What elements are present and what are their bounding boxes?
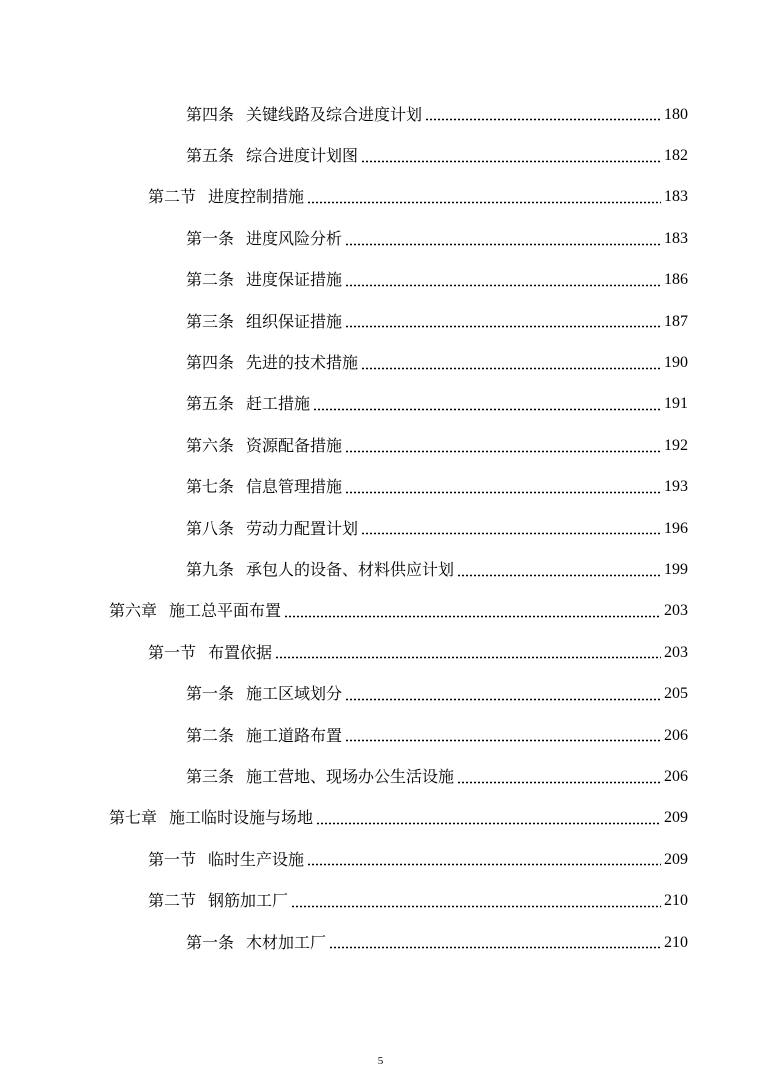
toc-entry-title: 信息管理措施 [246, 477, 343, 497]
toc-entry[interactable] [0, 880, 761, 921]
toc-entry-number: 第一节 [148, 642, 197, 662]
toc-entry-number: 第四条 [186, 353, 235, 373]
toc-entry-number: 第二节 [148, 187, 197, 207]
toc-entry-title: 施工总平面布置 [169, 601, 282, 621]
toc-entry-title: 组织保证措施 [246, 311, 343, 331]
toc-entry-title: 施工临时设施与场地 [169, 808, 314, 828]
toc-entry[interactable] [0, 591, 761, 632]
toc-entry[interactable] [0, 839, 761, 880]
toc-entry[interactable] [0, 715, 761, 756]
toc-entry-page: 210 [664, 933, 688, 951]
toc-entry[interactable] [0, 425, 761, 466]
toc-dot-leader [457, 567, 661, 577]
toc-entry-page: 182 [664, 147, 688, 165]
toc-entry-title: 施工营地、现场办公生活设施 [246, 766, 455, 786]
toc-dot-leader [345, 236, 661, 246]
toc-entry-title: 进度控制措施 [208, 187, 305, 207]
toc-entry-page: 186 [664, 271, 688, 289]
toc-entry-page: 196 [664, 519, 688, 537]
toc-entry-page: 191 [664, 395, 688, 413]
toc-dot-leader [425, 111, 661, 121]
toc-entry-page: 183 [664, 188, 688, 206]
toc-entry[interactable] [0, 384, 761, 425]
toc-entry-number: 第六章 [109, 601, 158, 621]
toc-entry-title: 进度风险分析 [246, 228, 343, 248]
toc-entry-number: 第一条 [186, 932, 235, 952]
toc-dot-leader [361, 525, 661, 535]
toc-entry-number: 第三条 [186, 766, 235, 786]
toc-entry-title: 施工区域划分 [246, 684, 343, 704]
toc-entry-title: 资源配备措施 [246, 435, 343, 455]
toc-entry-page: 193 [664, 478, 688, 496]
toc-entry-page: 187 [664, 312, 688, 330]
toc-entry-number: 第四条 [186, 104, 235, 124]
toc-dot-leader [307, 856, 661, 866]
toc-dot-leader [345, 691, 661, 701]
toc-dot-leader [345, 732, 661, 742]
toc-entry-number: 第八条 [186, 518, 235, 538]
toc-entry-page: 206 [664, 767, 688, 785]
toc-dot-leader [313, 401, 661, 411]
toc-dot-leader [457, 774, 661, 784]
toc-entry[interactable] [0, 922, 761, 963]
toc-entry-number: 第三条 [186, 311, 235, 331]
toc-dot-leader [307, 194, 661, 204]
toc-entry-title: 临时生产设施 [208, 849, 305, 869]
toc-dot-leader [284, 608, 661, 618]
toc-entry[interactable] [0, 342, 761, 383]
toc-dot-leader [275, 649, 661, 659]
toc-entry-title: 先进的技术措施 [246, 353, 359, 373]
toc-dot-leader [329, 939, 661, 949]
toc-entry-page: 203 [664, 643, 688, 661]
toc-entry[interactable] [0, 301, 761, 342]
toc-entry-number: 第一节 [148, 849, 197, 869]
toc-entry-title: 承包人的设备、材料供应计划 [246, 559, 455, 579]
toc-entry[interactable] [0, 94, 761, 135]
toc-entry-page: 203 [664, 602, 688, 620]
toc-entry-page: 190 [664, 354, 688, 372]
toc-entry[interactable] [0, 632, 761, 673]
toc-entry-number: 第五条 [186, 146, 235, 166]
toc-entry[interactable] [0, 508, 761, 549]
toc-entry-page: 205 [664, 685, 688, 703]
toc-entry[interactable] [0, 177, 761, 218]
toc-entry[interactable] [0, 673, 761, 714]
toc-entry-page: 209 [664, 809, 688, 827]
toc-entry-title: 关键线路及综合进度计划 [246, 104, 423, 124]
toc-dot-leader [316, 815, 661, 825]
toc-entry-page: 192 [664, 436, 688, 454]
toc-entry[interactable] [0, 260, 761, 301]
toc-entry[interactable] [0, 467, 761, 508]
toc-entry[interactable] [0, 218, 761, 259]
toc-entry-page: 206 [664, 726, 688, 744]
toc-dot-leader [291, 898, 661, 908]
toc-dot-leader [361, 360, 661, 370]
toc-entry-title: 进度保证措施 [246, 270, 343, 290]
toc-entry-title: 布置依据 [208, 642, 273, 662]
toc-entry-page: 180 [664, 105, 688, 123]
toc-dot-leader [345, 277, 661, 287]
toc-entry-page: 210 [664, 892, 688, 910]
toc-entry-number: 第二条 [186, 270, 235, 290]
page-number: 5 [377, 1055, 384, 1067]
toc-entry[interactable] [0, 798, 761, 839]
toc-entry[interactable] [0, 549, 761, 590]
toc-entry-number: 第七条 [186, 477, 235, 497]
toc-entry-number: 第九条 [186, 559, 235, 579]
toc-entry-title: 赶工措施 [246, 394, 311, 414]
toc-entry-title: 综合进度计划图 [246, 146, 359, 166]
toc-entry-page: 209 [664, 850, 688, 868]
toc-dot-leader [345, 484, 661, 494]
toc-entry-number: 第二条 [186, 725, 235, 745]
toc-entry-number: 第五条 [186, 394, 235, 414]
toc-entry-title: 钢筋加工厂 [208, 891, 289, 911]
toc-entry-number: 第一条 [186, 228, 235, 248]
toc-entry-page: 183 [664, 229, 688, 247]
toc-dot-leader [345, 443, 661, 453]
toc-entry[interactable] [0, 135, 761, 176]
toc-entry-page: 199 [664, 560, 688, 578]
table-of-contents [0, 94, 761, 963]
toc-entry[interactable] [0, 756, 761, 797]
toc-entry-title: 木材加工厂 [246, 932, 327, 952]
toc-entry-title: 施工道路布置 [246, 725, 343, 745]
toc-entry-number: 第一条 [186, 684, 235, 704]
toc-entry-number: 第二节 [148, 891, 197, 911]
toc-dot-leader [345, 318, 661, 328]
toc-entry-title: 劳动力配置计划 [246, 518, 359, 538]
toc-entry-number: 第六条 [186, 435, 235, 455]
toc-dot-leader [361, 153, 661, 163]
toc-entry-number: 第七章 [109, 808, 158, 828]
